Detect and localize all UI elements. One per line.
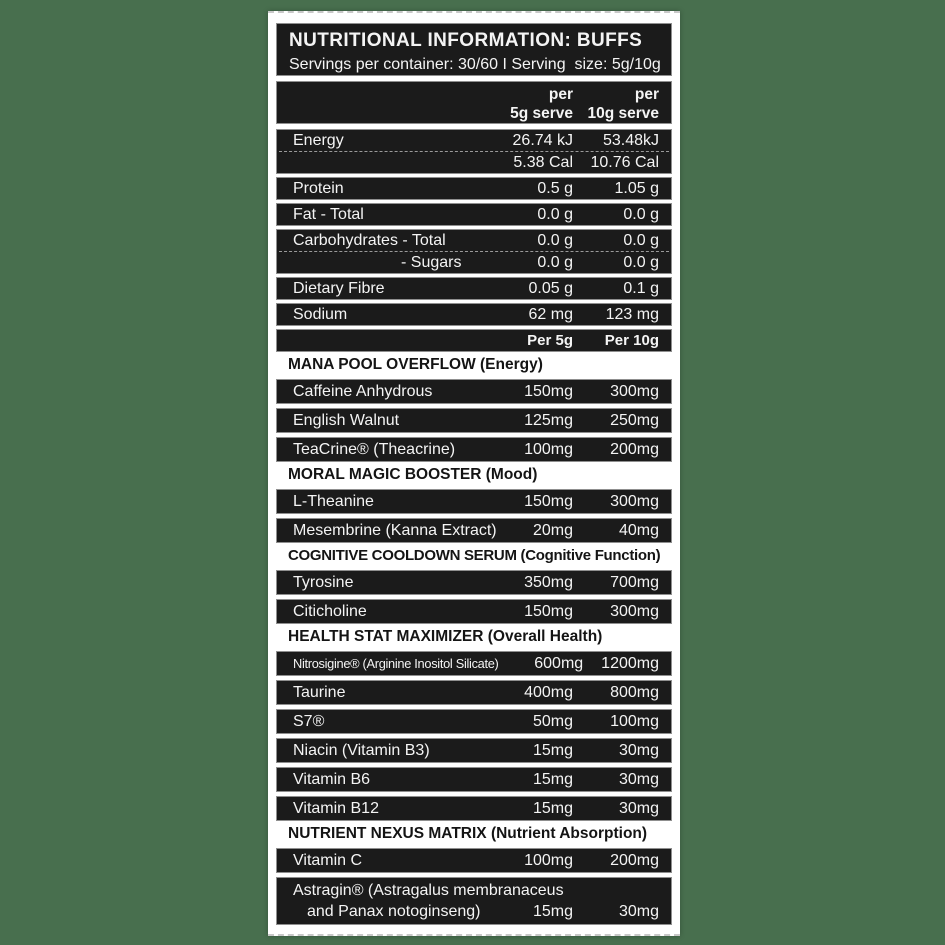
supplement-row-niacin bbox=[276, 738, 672, 763]
value-per-10g: 250mg bbox=[610, 412, 659, 429]
energy-group bbox=[276, 129, 672, 174]
ingredient-name: Caffeine Anhydrous bbox=[293, 383, 433, 400]
fat-group bbox=[276, 203, 672, 226]
row-protein bbox=[277, 178, 671, 199]
value-per-5g: 50mg bbox=[532, 713, 573, 730]
value-per-10g: 700mg bbox=[610, 574, 659, 591]
value-per-10g: 200mg bbox=[610, 441, 659, 458]
section-heading-mana-pool-overflow: MANA POOL OVERFLOW (Energy) bbox=[288, 356, 543, 373]
ingredient-name-line-2: and Panax notoginseng) bbox=[307, 903, 481, 920]
value-per-10g: 300mg bbox=[610, 383, 659, 400]
ingredient-name: Mesembrine (Kanna Extract) bbox=[293, 522, 497, 539]
per-10g-serve-header: per 10g serve bbox=[587, 86, 659, 122]
row-sugars bbox=[277, 252, 671, 273]
value-per-5g: 62 mg bbox=[528, 306, 573, 323]
ingredient-name: Vitamin B12 bbox=[293, 800, 379, 817]
label-header bbox=[276, 23, 672, 76]
protein-group bbox=[276, 177, 672, 200]
nutrient-name: Fat - Total bbox=[293, 206, 364, 223]
supplement-row-mesembrine bbox=[276, 518, 672, 543]
ingredient-name: Nitrosigine® (Arginine Inositol Silicate) bbox=[293, 656, 499, 671]
value-per-5g: 20mg bbox=[532, 522, 573, 539]
value-per-10g: 30mg bbox=[618, 771, 659, 788]
nutrient-name: - Sugars bbox=[401, 254, 462, 271]
value-per-10g: 53.48kJ bbox=[602, 132, 659, 149]
value-per-10g: 100mg bbox=[610, 713, 659, 730]
value-per-10g: 123 mg bbox=[605, 306, 659, 323]
ingredient-name: Niacin (Vitamin B3) bbox=[293, 742, 430, 759]
value-per-5g: 125mg bbox=[524, 412, 573, 429]
supplement-row-tyrosine bbox=[276, 570, 672, 595]
value-per-5g: 15mg bbox=[532, 742, 573, 759]
ingredient-name: S7® bbox=[293, 713, 325, 730]
supplement-row-astragin bbox=[276, 877, 672, 925]
row-energy-kj bbox=[277, 130, 671, 151]
supplement-row-l-theanine bbox=[276, 489, 672, 514]
value-per-10g: 300mg bbox=[610, 603, 659, 620]
row-energy-cal bbox=[277, 152, 671, 173]
value-per-10g: 300mg bbox=[610, 493, 659, 510]
value-per-5g: 150mg bbox=[524, 383, 573, 400]
nutrient-name: Energy bbox=[293, 132, 344, 149]
value-per-10g: 30mg bbox=[618, 742, 659, 759]
value-per-10g: 0.0 g bbox=[623, 232, 659, 249]
label-subtitle: Servings per container: 30/60 I Serving size: 5g/10g bbox=[289, 56, 661, 73]
value-per-10g: 200mg bbox=[610, 852, 659, 869]
ingredient-name: Tyrosine bbox=[293, 574, 354, 591]
supplement-row-vitamin-c bbox=[276, 848, 672, 873]
nutrient-name: Carbohydrates - Total bbox=[293, 232, 446, 249]
row-carbohydrates-total bbox=[277, 230, 671, 251]
supplement-row-vitamin-b6 bbox=[276, 767, 672, 792]
ingredient-name: TeaCrine® (Theacrine) bbox=[293, 441, 456, 458]
value-per-5g: 100mg bbox=[524, 852, 573, 869]
per-5g-serve-header: per 5g serve bbox=[510, 86, 573, 122]
value-per-5g: 5.38 Cal bbox=[513, 154, 573, 171]
ingredient-name: Vitamin C bbox=[293, 852, 363, 869]
supplement-row-caffeine-anhydrous bbox=[276, 379, 672, 404]
value-per-10g: 1.05 g bbox=[614, 180, 659, 197]
value-per-10g: 0.1 g bbox=[623, 280, 659, 297]
value-per-5g: 600mg bbox=[534, 655, 584, 672]
section-heading-health-stat-maximizer: HEALTH STAT MAXIMIZER (Overall Health) bbox=[288, 628, 603, 645]
value-per-10g: 0.0 g bbox=[623, 254, 659, 271]
nutrient-name: Sodium bbox=[293, 306, 348, 323]
value-per-5g: 400mg bbox=[524, 684, 573, 701]
value-per-10g: 0.0 g bbox=[623, 206, 659, 223]
row-sodium bbox=[277, 304, 671, 325]
per-5g-label: Per 5g bbox=[527, 332, 573, 349]
per-serve-subheader bbox=[276, 329, 672, 352]
ingredient-name: L-Theanine bbox=[293, 493, 374, 510]
per-10g-label: Per 10g bbox=[604, 332, 659, 349]
row-fat-total bbox=[277, 204, 671, 225]
sodium-group bbox=[276, 303, 672, 326]
supplement-row-citicholine bbox=[276, 599, 672, 624]
value-per-10g: 10.76 Cal bbox=[590, 154, 659, 171]
nutrition-label-panel bbox=[268, 11, 680, 936]
supplement-row-teacrine bbox=[276, 437, 672, 462]
row-dietary-fibre bbox=[277, 278, 671, 299]
value-per-5g: 350mg bbox=[524, 574, 573, 591]
nutrient-name: Dietary Fibre bbox=[293, 280, 385, 297]
dietary-fibre-group bbox=[276, 277, 672, 300]
ingredient-name: Vitamin B6 bbox=[293, 771, 371, 788]
value-per-10g: 30mg bbox=[618, 800, 659, 817]
value-per-5g: 15mg bbox=[532, 800, 573, 817]
value-per-5g: 150mg bbox=[524, 603, 573, 620]
serving-column-headers bbox=[276, 81, 672, 124]
nutrient-name bbox=[293, 152, 489, 173]
column-header-spacer bbox=[293, 85, 489, 123]
value-per-5g: 15mg bbox=[532, 903, 573, 920]
label-title: NUTRITIONAL INFORMATION: BUFFS bbox=[289, 30, 643, 51]
spacer bbox=[293, 330, 489, 351]
ingredient-name: English Walnut bbox=[293, 412, 400, 429]
value-per-5g: 0.0 g bbox=[537, 206, 573, 223]
row-per-serve-header bbox=[277, 330, 671, 351]
section-heading-moral-magic-booster: MORAL MAGIC BOOSTER (Mood) bbox=[288, 466, 538, 483]
value-per-5g: 0.0 g bbox=[537, 232, 573, 249]
ingredient-name-line-1: Astragin® (Astragalus membranaceus bbox=[293, 882, 564, 899]
nutrient-name: Protein bbox=[293, 180, 344, 197]
supplement-row-vitamin-b12 bbox=[276, 796, 672, 821]
carbohydrates-group bbox=[276, 229, 672, 274]
ingredient-name: Citicholine bbox=[293, 603, 367, 620]
value-per-10g: 40mg bbox=[618, 522, 659, 539]
value-per-10g: 30mg bbox=[618, 903, 659, 920]
ingredient-name: Taurine bbox=[293, 684, 346, 701]
section-heading-cognitive-cooldown-serum: COGNITIVE COOLDOWN SERUM (Cognitive Function) bbox=[288, 547, 661, 564]
supplement-row-taurine bbox=[276, 680, 672, 705]
value-per-5g: 26.74 kJ bbox=[512, 132, 573, 149]
value-per-5g: 100mg bbox=[524, 441, 573, 458]
section-heading-nutrient-nexus-matrix: NUTRIENT NEXUS MATRIX (Nutrient Absorption) bbox=[288, 825, 648, 842]
value-per-5g: 0.5 g bbox=[537, 180, 573, 197]
supplement-row-nitrosigine bbox=[276, 651, 672, 676]
supplement-row-s7 bbox=[276, 709, 672, 734]
value-per-5g: 15mg bbox=[532, 771, 573, 788]
value-per-10g: 800mg bbox=[610, 684, 659, 701]
supplement-row-english-walnut bbox=[276, 408, 672, 433]
value-per-10g: 1200mg bbox=[601, 655, 659, 672]
value-per-5g: 0.05 g bbox=[528, 280, 573, 297]
value-per-5g: 0.0 g bbox=[537, 254, 573, 271]
value-per-5g: 150mg bbox=[524, 493, 573, 510]
